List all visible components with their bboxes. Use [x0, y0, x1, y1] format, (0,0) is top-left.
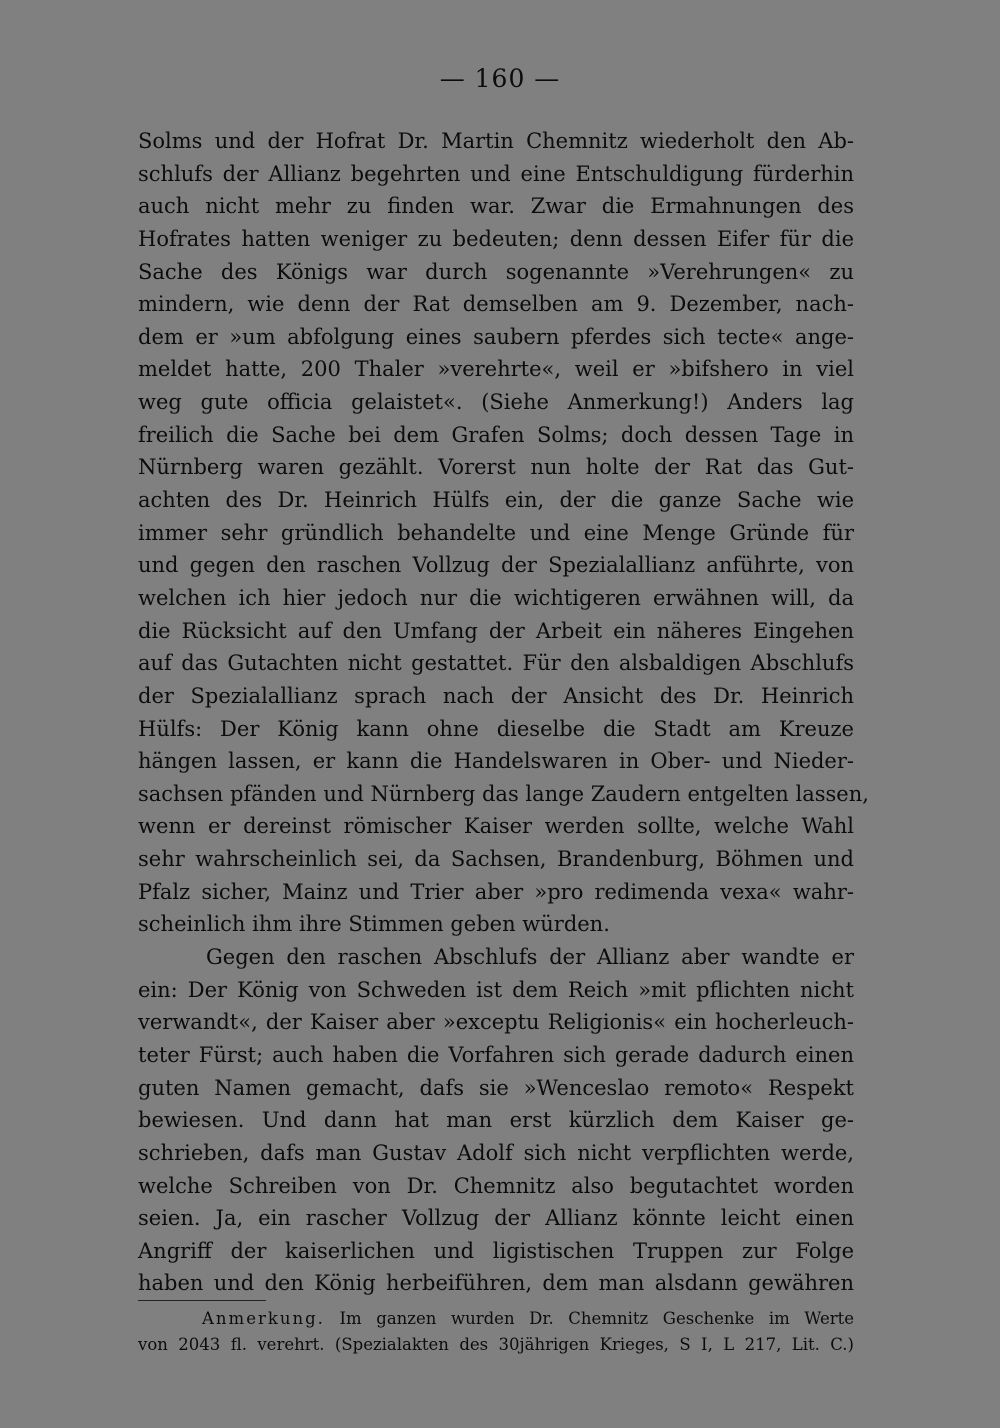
text-line: auch nicht mehr zu finden war. Zwar die Ermahnungen des: [138, 194, 854, 219]
text-line: Pfalz sicher, Mainz und Trier aber »pro redimenda vexa« wahr-: [138, 879, 854, 904]
text-line: mindern, wie denn der Rat demselben am 9. Dezember, nach-: [138, 292, 854, 317]
text-line: Nürnberg waren gezählt. Vorerst nun holte der Rat das Gut-: [138, 455, 854, 480]
text-line: Hofrates hatten weniger zu bedeuten; denn dessen Eifer für die: [138, 226, 854, 251]
text-line: Sache des Königs war durch sogenannte »Verehrungen« zu: [138, 259, 854, 284]
footnote-line: [138, 1306, 854, 1332]
text-line: Gegen den raschen Abschlufs der Allianz aber wandte er: [206, 945, 854, 970]
text-line: weg gute officia gelaistet«. (Siehe Anmerkung!) Anders lag: [138, 390, 854, 415]
text-line: immer sehr gründlich behandelte und eine Menge Gründe für: [138, 520, 854, 545]
text-line: sachsen pfänden und Nürnberg das lange Zaudern entgelten lassen,: [138, 781, 869, 806]
text-line: hängen lassen, er kann die Handelswaren in Ober- und Nieder-: [138, 749, 854, 774]
text-line: die Rücksicht auf den Umfang der Arbeit ein näheres Eingehen: [138, 618, 854, 643]
text-line: welchen ich hier jedoch nur die wichtigeren erwähnen will, da: [138, 585, 854, 610]
text-line: welche Schreiben von Dr. Chemnitz also begutachtet worden: [138, 1173, 854, 1198]
footnote-line: von 2043 fl. verehrt. (Spezialakten des 30jährigen Krieges, S I, L 217, Lit. C.): [138, 1335, 854, 1354]
text-line: bewiesen. Und dann hat man erst kürzlich dem Kaiser ge-: [138, 1108, 854, 1133]
text-line: und gegen den raschen Vollzug der Spezialallianz anführte, von: [138, 553, 854, 578]
text-line: verwandt«, der Kaiser aber »exceptu Religionis« ein hocherleuch-: [138, 1010, 854, 1035]
text-line: dem er »um abfolgung eines saubern pferdes sich tecte« ange-: [138, 324, 854, 349]
text-line: guten Namen gemacht, dafs sie »Wenceslao remoto« Respekt: [138, 1075, 854, 1100]
text-line: schrieben, dafs man Gustav Adolf sich nicht verpflichten werde,: [138, 1140, 854, 1165]
text-line: sehr wahrscheinlich sei, da Sachsen, Brandenburg, Böhmen und: [138, 847, 854, 872]
text-line: Angriff der kaiserlichen und ligistischen Truppen zur Folge: [138, 1238, 854, 1263]
text-line: der Spezialallianz sprach nach der Ansicht des Dr. Heinrich: [138, 683, 854, 708]
text-line: wenn er dereinst römischer Kaiser werden sollte, welche Wahl: [138, 814, 854, 839]
text-line: schlufs der Allianz begehrten und eine Entschuldigung fürderhin: [138, 161, 854, 186]
text-line: achten des Dr. Heinrich Hülfs ein, der die ganze Sache wie: [138, 488, 854, 513]
body-text: [138, 125, 869, 1300]
text-line: ein: Der König von Schweden ist dem Reich »mit pflichten nicht: [138, 977, 854, 1002]
page-number: — 160 —: [439, 64, 561, 93]
footnote: [138, 1306, 854, 1358]
text-line: seien. Ja, ein rascher Vollzug der Allianz könnte leicht einen: [138, 1206, 854, 1231]
text-line: Hülfs: Der König kann ohne dieselbe die Stadt am Kreuze: [138, 716, 854, 741]
text-line: auf das Gutachten nicht gestattet. Für den alsbaldigen Abschlufs: [138, 651, 854, 676]
text-line: freilich die Sache bei dem Grafen Solms; doch dessen Tage in: [138, 422, 854, 447]
footnote-label: Anmerkung.: [202, 1309, 325, 1328]
text-line: teter Fürst; auch haben die Vorfahren sich gerade dadurch einen: [138, 1042, 854, 1067]
text-line: meldet hatte, 200 Thaler »verehrte«, weil er »bifshero in viel: [138, 357, 854, 382]
footnote-divider: [138, 1300, 266, 1301]
text-line: Solms und der Hofrat Dr. Martin Chemnitz wiederholt den Ab-: [138, 129, 854, 153]
text-line: haben und den König herbeiführen, dem man alsdann gewähren: [138, 1271, 854, 1296]
text-line: scheinlich ihm ihre Stimmen geben würden.: [138, 912, 610, 937]
footnote-text: Im ganzen wurden Dr. Chemnitz Geschenke im Werte: [339, 1309, 854, 1328]
